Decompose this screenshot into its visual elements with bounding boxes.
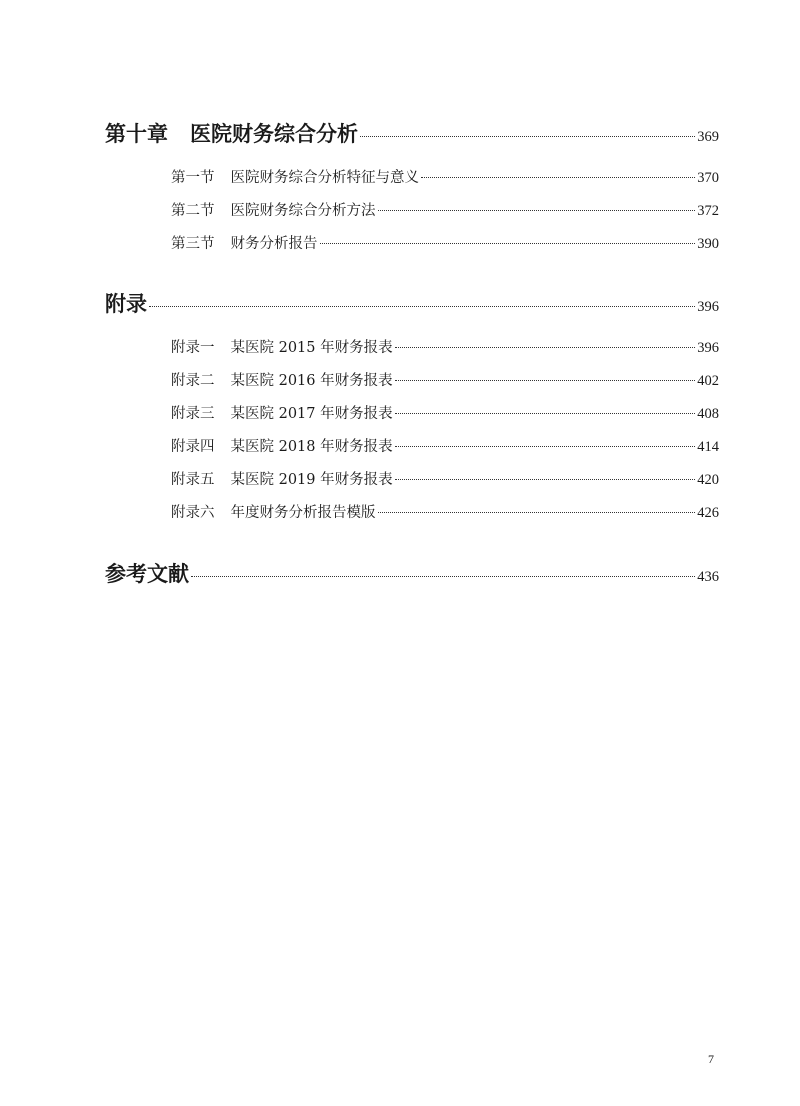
dot-leader	[360, 136, 695, 137]
toc-appendix[interactable]	[105, 288, 719, 318]
section-title: 医院财务综合分析方法	[230, 203, 376, 219]
appendix-item-title: 某医院 2016 年财务报表	[230, 373, 393, 389]
section-number: 第一节	[171, 170, 215, 186]
toc-appendix-1[interactable]	[171, 336, 719, 357]
dot-leader	[395, 347, 696, 348]
dot-leader	[421, 177, 695, 178]
page-ref: 372	[697, 203, 719, 219]
toc-appendix-3[interactable]	[171, 402, 719, 423]
dot-leader	[149, 306, 695, 307]
toc-section-1[interactable]	[171, 166, 719, 187]
appendix-number: 附录四	[171, 439, 215, 455]
page-ref: 426	[697, 505, 719, 521]
section-title: 医院财务综合分析特征与意义	[230, 170, 419, 186]
appendix-item-title: 某医院 2018 年财务报表	[230, 439, 393, 455]
dot-leader	[395, 479, 696, 480]
page-ref: 408	[697, 406, 719, 422]
page-ref: 436	[697, 569, 719, 585]
appendix-item-title: 某医院 2017 年财务报表	[230, 406, 393, 422]
toc-appendix-4[interactable]	[171, 435, 719, 456]
page-ref: 396	[697, 299, 719, 315]
toc-appendix-6[interactable]	[171, 501, 719, 522]
dot-leader	[395, 380, 696, 381]
page-ref: 370	[697, 170, 719, 186]
appendix-number: 附录二	[171, 373, 215, 389]
dot-leader	[378, 512, 696, 513]
section-number: 第二节	[171, 203, 215, 219]
page-ref: 396	[697, 340, 719, 356]
dot-leader	[395, 413, 696, 414]
chapter-title: 医院财务综合分析	[190, 121, 358, 146]
page-ref: 390	[697, 236, 719, 252]
chapter-number: 第十章	[105, 121, 168, 146]
page-number: 7	[708, 1052, 714, 1066]
appendix-item-title: 某医院 2015 年财务报表	[230, 340, 393, 356]
page-ref: 420	[697, 472, 719, 488]
appendix-item-title: 年度财务分析报告模版	[230, 505, 376, 521]
page-ref: 402	[697, 373, 719, 389]
references-title: 参考文献	[105, 561, 189, 586]
appendix-title: 附录	[105, 291, 147, 316]
section-number: 第三节	[171, 236, 215, 252]
page-ref: 414	[697, 439, 719, 455]
toc-section-3[interactable]	[171, 232, 719, 253]
toc-section-2[interactable]	[171, 199, 719, 220]
dot-leader	[191, 576, 695, 577]
appendix-item-title: 某医院 2019 年财务报表	[230, 472, 393, 488]
dot-leader	[378, 210, 696, 211]
appendix-number: 附录六	[171, 505, 215, 521]
section-title: 财务分析报告	[230, 236, 318, 252]
page-ref: 369	[697, 129, 719, 145]
dot-leader	[320, 243, 696, 244]
appendix-number: 附录一	[171, 340, 215, 356]
appendix-number: 附录五	[171, 472, 215, 488]
appendix-number: 附录三	[171, 406, 215, 422]
dot-leader	[395, 446, 696, 447]
toc-chapter-10[interactable]	[105, 118, 719, 148]
toc-appendix-5[interactable]	[171, 468, 719, 489]
toc-references[interactable]	[105, 558, 719, 588]
toc-appendix-2[interactable]	[171, 369, 719, 390]
